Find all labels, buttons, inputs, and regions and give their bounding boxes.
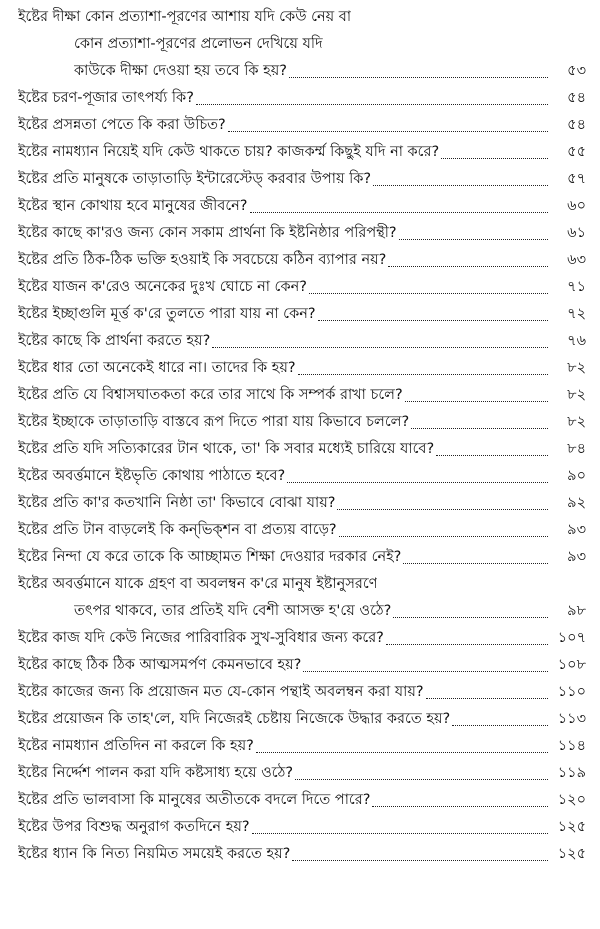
toc-entry-line [18, 760, 586, 787]
page-number: ১১৪ [557, 738, 586, 754]
page-number: ৫৪ [567, 117, 586, 133]
dot-leader [403, 563, 548, 564]
dot-leader [228, 131, 548, 132]
toc-entry-line [18, 4, 586, 31]
dot-leader [318, 320, 548, 321]
entry-title: ইষ্টের কাছে ঠিক ঠিক আত্মসমর্পণ কেমনভাবে হয়? [18, 657, 302, 673]
entry-title: ইষ্টের ধার তো অনেকেই ধারে না। তাদের কি হয়? [18, 360, 296, 376]
toc-entry-line [18, 436, 586, 463]
dot-leader [256, 752, 548, 753]
entry-title: ইষ্টের চরণ-পূজার তাৎপর্য্য কি? [18, 90, 194, 106]
page-number: ৭২ [567, 306, 586, 322]
entry-title: ইষ্টের স্থান কোথায় হবে মানুষের জীবনে? [18, 198, 248, 214]
page-number: ৫৭ [567, 171, 586, 187]
dot-leader [339, 536, 548, 537]
page-number: ১১৩ [557, 711, 586, 727]
dot-leader [295, 779, 548, 780]
toc-entry-line [18, 787, 586, 814]
toc-entry-line [18, 112, 586, 139]
entry-title: ইষ্টের প্রতি ভালবাসা কি মানুষের অতীতকে বদলে দিতে পারে? [18, 792, 371, 808]
entry-title: কাউকে দীক্ষা দেওয়া হয় তবে কি হয়? [74, 63, 287, 79]
page-number: ৮২ [567, 360, 586, 376]
dot-leader [436, 455, 548, 456]
entry-title: ইষ্টের প্রতি কা'র কতখানি নিষ্ঠা তা' কিভাবে বোঝা যায়? [18, 495, 336, 511]
toc-entry-line [18, 247, 586, 274]
dot-leader [289, 77, 548, 78]
toc-entry-line [18, 409, 586, 436]
toc-entry-line [18, 733, 586, 760]
dot-leader [250, 212, 549, 213]
entry-title: ইষ্টের কাছে কা'রও জন্য কোন সকাম প্রার্থনা কি ইষ্টনিষ্ঠার পরিপন্থী? [18, 225, 397, 241]
toc-entry [18, 625, 586, 652]
entry-title: ইষ্টের প্রসন্নতা পেতে কি করা উচিত? [18, 117, 226, 133]
entry-title: ইষ্টের ইচ্ছাগুলি মূর্ত্ত ক'রে তুলতে পারা যায় না কেন? [18, 306, 316, 322]
toc-entry [18, 328, 586, 355]
toc-entry-line [18, 328, 586, 355]
dot-leader [426, 698, 548, 699]
dot-leader [386, 644, 548, 645]
toc-entry-line [18, 301, 586, 328]
page-number: ৯০ [567, 468, 586, 484]
toc-entry [18, 706, 586, 733]
dot-leader [393, 617, 548, 618]
entry-title: ইষ্টের কাজ যদি কেউ নিজের পারিবারিক সুখ-সুবিধার জন্য করে? [18, 630, 384, 646]
page-number: ১২৫ [557, 846, 586, 862]
toc-entry [18, 436, 586, 463]
entry-title: ইষ্টের অবর্ত্তমানে ইষ্টভৃতি কোথায় পাঠাতে হবে? [18, 468, 286, 484]
page-number: ৬০ [567, 198, 586, 214]
dot-leader [372, 806, 548, 807]
entry-title: কোন প্রত্যাশা-পূরণের প্রলোভন দেখিয়ে যদি [74, 36, 323, 52]
dot-leader [303, 671, 548, 672]
toc-entry-line [18, 274, 586, 301]
page-number: ৮২ [567, 414, 586, 430]
page-number: ৬৩ [567, 252, 586, 268]
entry-title: ইষ্টের যাজন ক'রেও অনেকের দুঃখ ঘোচে না কেন? [18, 279, 307, 295]
entry-title: ইষ্টের দীক্ষা কোন প্রত্যাশা-পূরণের আশায় যদি কেউ নেয় বা [18, 9, 352, 25]
dot-leader [287, 482, 548, 483]
page-number: ৯৩ [567, 522, 586, 538]
dot-leader [298, 374, 548, 375]
toc-entry [18, 544, 586, 571]
entry-title: ইষ্টের ধ্যান কি নিত্য নিয়মিত সময়েই করতে হয়? [18, 846, 291, 862]
entry-title: ইষ্টের প্রয়োজন কি তাহ'লে, যদি নিজেরই চেষ্টায় নিজেকে উদ্ধার করতে হয়? [18, 711, 451, 727]
toc-entry [18, 517, 586, 544]
toc-entry-line [18, 355, 586, 382]
entry-title: ইষ্টের অবর্ত্তমানে যাকে গ্রহণ বা অবলম্বন ক'রে মানুষ ইষ্টানুসরণে [18, 576, 378, 592]
toc-entry [18, 166, 586, 193]
toc-entry [18, 85, 586, 112]
toc-entry-line [18, 31, 586, 58]
toc-entry [18, 814, 586, 841]
toc-entry [18, 733, 586, 760]
entry-title: ইষ্টের প্রতি মানুষকে তাড়াতাড়ি ইন্টারেস্টেড্ করবার উপায় কি? [18, 171, 372, 187]
toc-entry-line [18, 139, 586, 166]
page-number: ৯৮ [567, 603, 586, 619]
entry-title: ইষ্টের নামধ্যান নিয়েই যদি কেউ থাকতে চায়? কাজকর্ম্ম কিছুই যদি না করে? [18, 144, 440, 160]
dot-leader [212, 347, 548, 348]
toc-entry [18, 139, 586, 166]
toc-entry [18, 220, 586, 247]
page-number: ১১০ [557, 684, 586, 700]
toc-entry [18, 463, 586, 490]
toc-entry [18, 274, 586, 301]
toc-entry [18, 787, 586, 814]
toc-entry-line [18, 382, 586, 409]
toc-entry [18, 382, 586, 409]
entry-title: ইষ্টের কাজের জন্য কি প্রয়োজন মত যে-কোন পন্থাই অবলম্বন করা যায়? [18, 684, 424, 700]
toc-entry-line [18, 220, 586, 247]
dot-leader [252, 833, 548, 834]
toc-entry-line [18, 706, 586, 733]
toc-entry-line [18, 598, 586, 625]
toc-entry-line [18, 490, 586, 517]
toc-entry-line [18, 58, 586, 85]
entry-title: ইষ্টের নিন্দা যে করে তাকে কি আচ্ছামত শিক্ষা দেওয়ার দরকার নেই? [18, 549, 402, 565]
page-number: ৯৩ [567, 549, 586, 565]
toc-entry [18, 760, 586, 787]
toc-entry [18, 301, 586, 328]
entry-title: ইষ্টের প্রতি ঠিক-ঠিক ভক্তি হওয়াই কি সবচেয়ে কঠিন ব্যাপার নয়? [18, 252, 387, 268]
toc-entry-line [18, 544, 586, 571]
toc-entry-line [18, 625, 586, 652]
dot-leader [196, 104, 548, 105]
page-number: ৮২ [567, 387, 586, 403]
dot-leader [373, 185, 548, 186]
toc-entry [18, 355, 586, 382]
toc-entry [18, 679, 586, 706]
page-number: ৫৩ [567, 63, 586, 79]
entry-title: তৎপর থাকবে, তার প্রতিই যদি বেশী আসক্ত হ'য়ে ওঠে? [74, 603, 392, 619]
toc-entry-line [18, 679, 586, 706]
page-number: ১০৭ [557, 630, 586, 646]
page-number: ৫৫ [567, 144, 586, 160]
toc-entry-line [18, 814, 586, 841]
entry-title: ইষ্টের প্রতি যে বিশ্বাসঘাতকতা করে তার সাথে কি সম্পর্ক রাখা চলে? [18, 387, 403, 403]
entry-title: ইষ্টের নামধ্যান প্রতিদিন না করলে কি হয়? [18, 738, 254, 754]
page-number: ১০৮ [557, 657, 586, 673]
toc-entry-line [18, 85, 586, 112]
toc-entry-line [18, 571, 586, 598]
toc-entry-line [18, 841, 586, 868]
dot-leader [405, 401, 548, 402]
page-number: ৭১ [567, 279, 586, 295]
dot-leader [292, 860, 548, 861]
toc-entry-line [18, 463, 586, 490]
page-number: ৭৬ [567, 333, 586, 349]
toc-entry-line [18, 193, 586, 220]
entry-title: ইষ্টের ইচ্ছাকে তাড়াতাড়ি বাস্তবে রূপ দিতে পারা যায় কিভাবে চললে? [18, 414, 410, 430]
toc-entry [18, 652, 586, 679]
page-number: ৮৪ [567, 441, 586, 457]
entry-title: ইষ্টের নির্দ্দেশ পালন করা যদি কষ্টসাধ্য হয়ে ওঠে? [18, 765, 294, 781]
page-number: ৯২ [567, 495, 586, 511]
dot-leader [411, 428, 548, 429]
dot-leader [452, 725, 548, 726]
entry-title: ইষ্টের উপর বিশুদ্ধ অনুরাগ কতদিনে হয়? [18, 819, 250, 835]
toc-entry [18, 409, 586, 436]
entry-title: ইষ্টের প্রতি টান বাড়লেই কি কন্‌ভিক্‌শন বা প্রত্যয় বাড়ে? [18, 522, 337, 538]
page-number: ১২৫ [557, 819, 586, 835]
toc-entry [18, 193, 586, 220]
dot-leader [337, 509, 548, 510]
dot-leader [441, 158, 548, 159]
page-number: ৬১ [567, 225, 586, 241]
toc-entry [18, 841, 586, 868]
toc-entry-line [18, 166, 586, 193]
page-number: ১১৯ [557, 765, 586, 781]
entry-title: ইষ্টের কাছে কি প্রার্থনা করতে হয়? [18, 333, 211, 349]
toc-entry [18, 4, 586, 85]
dot-leader [388, 266, 548, 267]
dot-leader [399, 239, 548, 240]
toc-entry [18, 490, 586, 517]
dot-leader [309, 293, 548, 294]
page-number: ১২০ [557, 792, 586, 808]
page-number: ৫৪ [567, 90, 586, 106]
entry-title: ইষ্টের প্রতি যদি সত্যিকারের টান থাকে, তা' কি সবার মধ্যেই চারিয়ে যাবে? [18, 441, 435, 457]
toc-entry [18, 112, 586, 139]
toc-entry-line [18, 652, 586, 679]
toc-entry-line [18, 517, 586, 544]
toc-entry [18, 247, 586, 274]
toc-entry [18, 571, 586, 625]
